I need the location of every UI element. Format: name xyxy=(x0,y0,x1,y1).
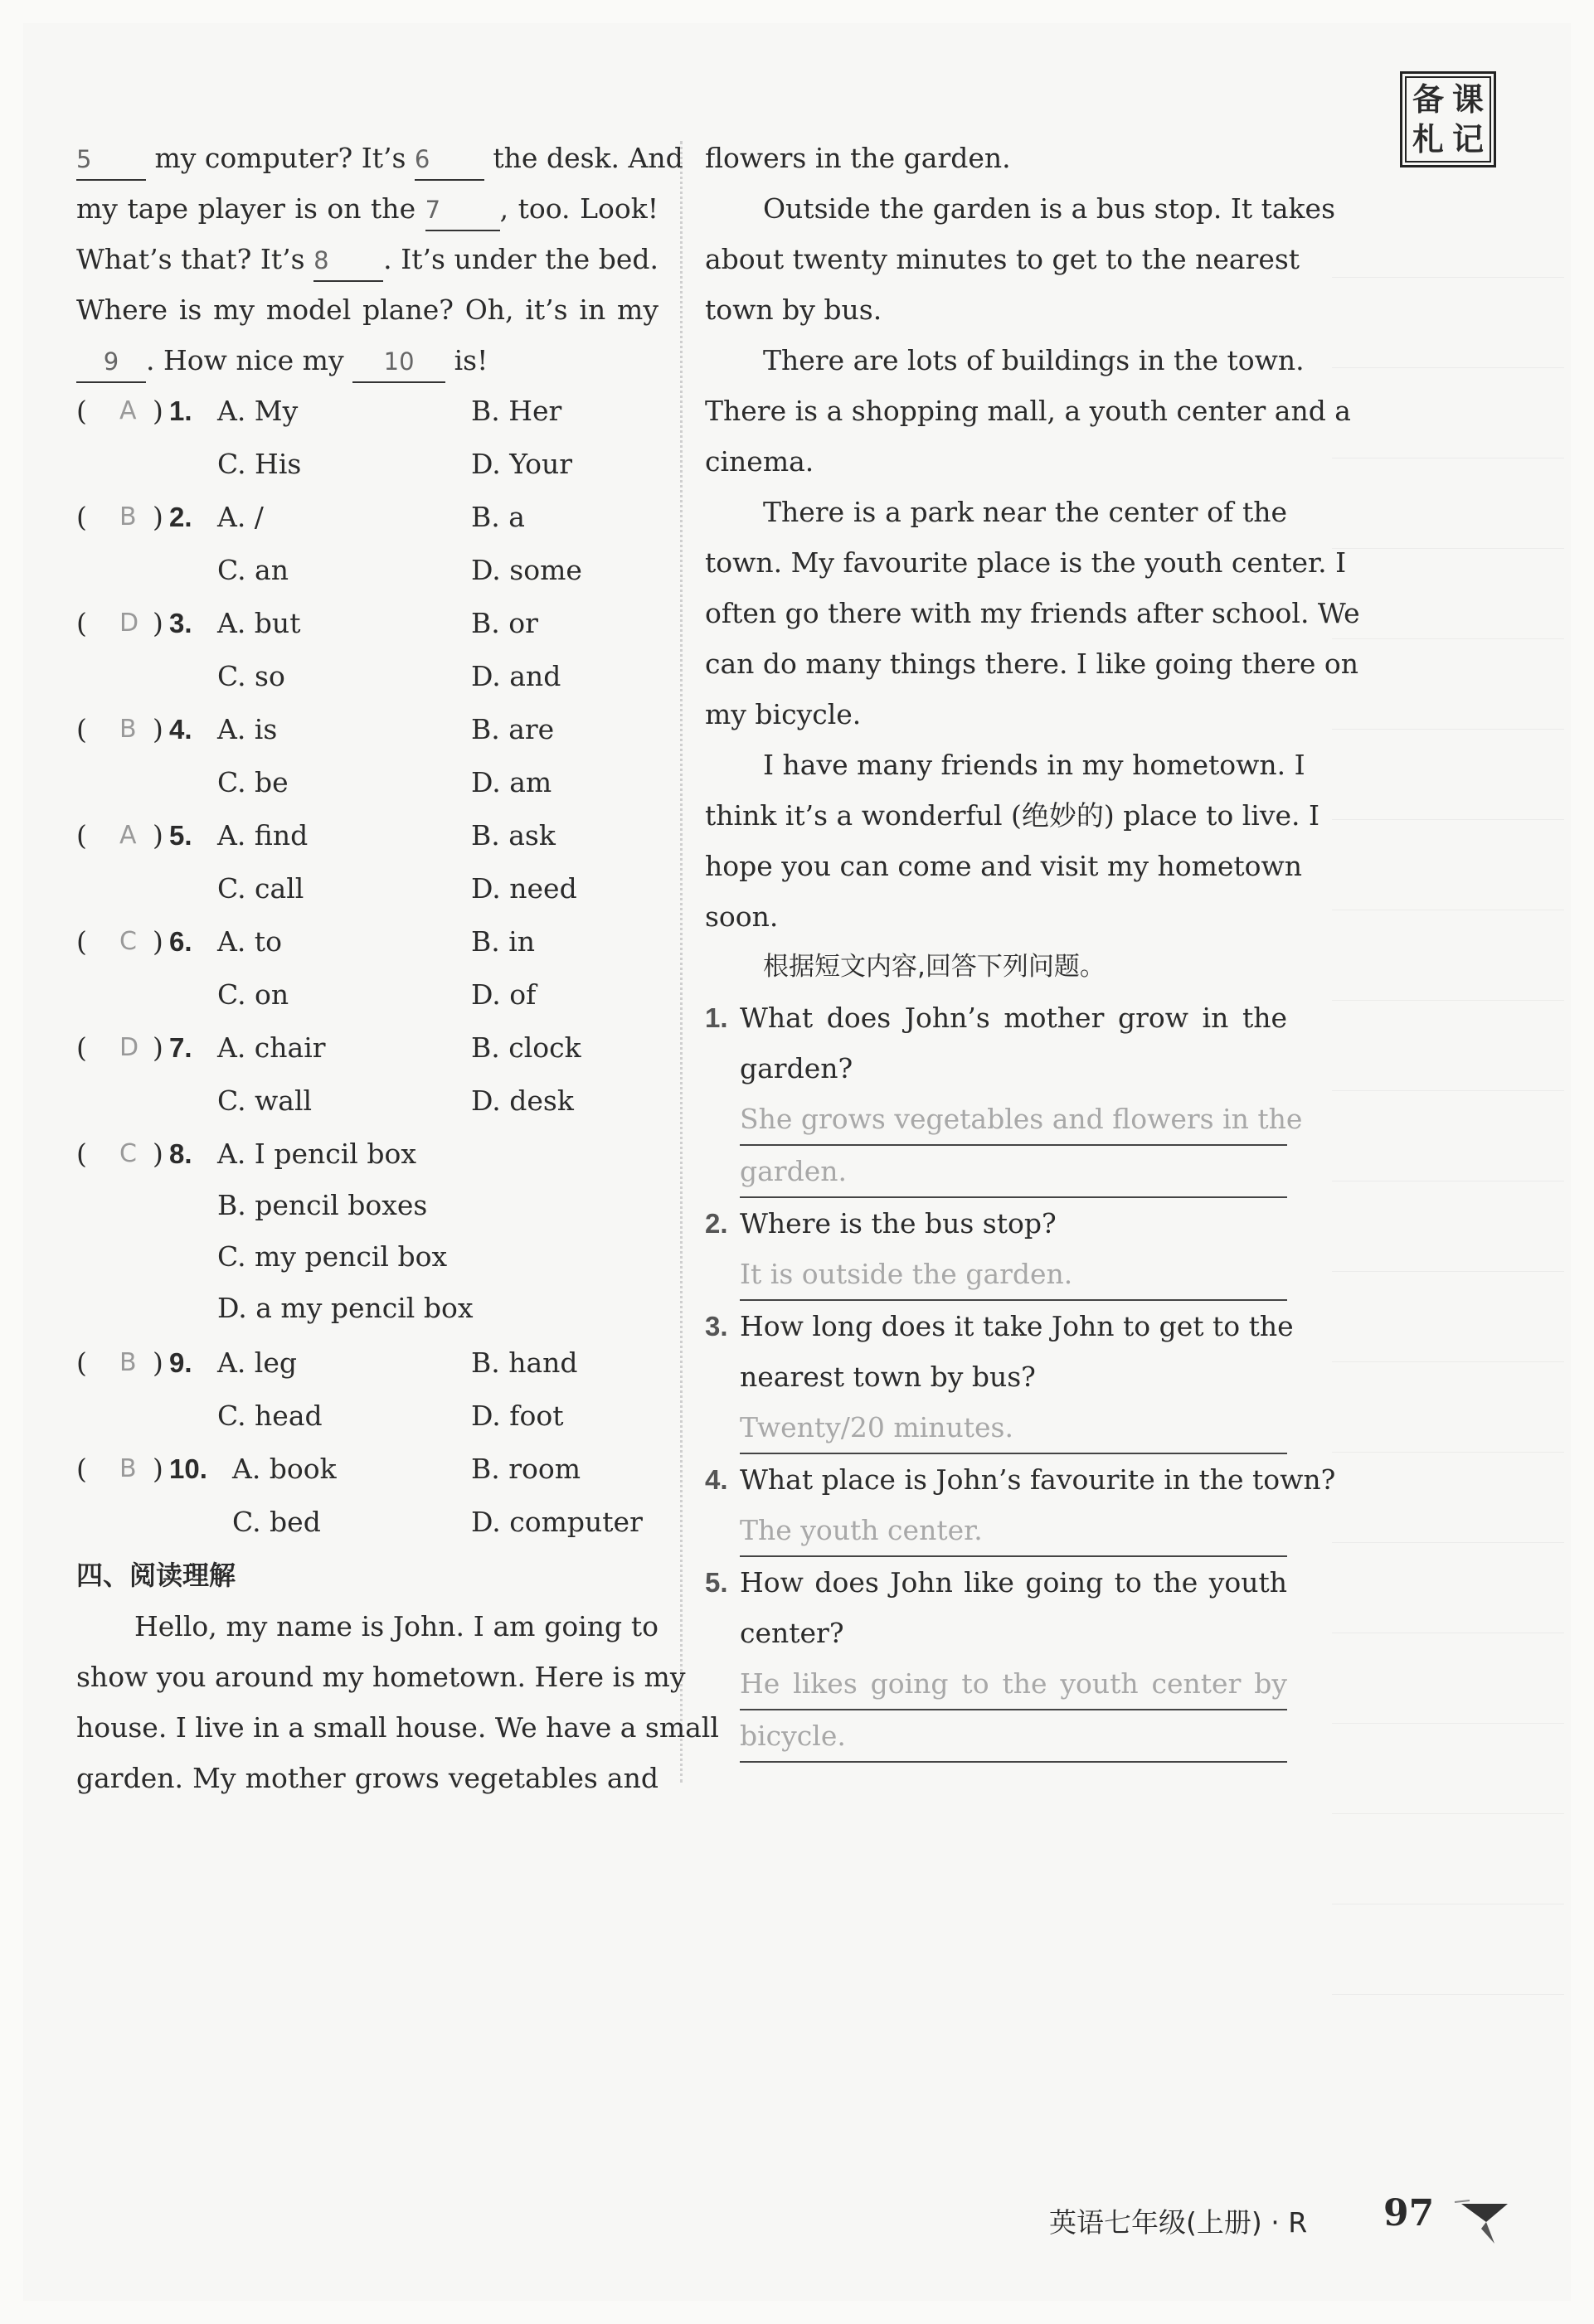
answer-line: garden. xyxy=(740,1146,1287,1198)
option: D. am xyxy=(471,766,552,798)
question-5: ( A ) 5. A. find B. ask C. call D. need xyxy=(76,810,658,916)
answer-mark: A xyxy=(119,396,137,425)
answer-line: He likes going to the youth center by xyxy=(740,1658,1287,1710)
question-8: ( C ) 8. A. I pencil box B. pencil boxes C. my pencil box D. a my pencil box xyxy=(76,1128,658,1337)
question-text: How does John like going to the youth xyxy=(740,1566,1287,1599)
question-text: Where is the bus stop? xyxy=(740,1207,1057,1240)
badge-char: 课 xyxy=(1451,81,1484,118)
notes-ruling-lines xyxy=(1332,187,1564,1995)
option: C. an xyxy=(217,554,289,586)
question-number: 2. xyxy=(705,1208,728,1239)
book-title: 英语七年级(上册) · R xyxy=(1049,2206,1308,2239)
option: A. to xyxy=(217,925,282,958)
passage-line: Where is my model plane? Oh, it’s in my xyxy=(76,294,658,326)
option: A. chair xyxy=(217,1031,326,1064)
question-9: ( B ) 9. A. leg B. hand C. head D. foot xyxy=(76,1337,658,1443)
blank-6: 6 xyxy=(415,139,484,181)
option: A. I pencil box xyxy=(217,1138,416,1170)
option: C. be xyxy=(217,766,289,798)
lesson-notes-badge xyxy=(1400,71,1496,167)
comprehension-question xyxy=(705,1454,1336,1557)
section-title: 四、阅读理解 xyxy=(76,1560,236,1591)
passage-line: 9 . How nice my 10 is! xyxy=(76,335,658,386)
option: D. need xyxy=(471,872,577,905)
option: D. desk xyxy=(471,1084,574,1117)
answer-mark: B xyxy=(119,1454,137,1483)
question-text: center? xyxy=(740,1617,844,1649)
badge-char: 备 xyxy=(1412,81,1444,118)
option: A. find xyxy=(217,819,309,851)
answer-mark: D xyxy=(119,609,139,638)
option: C. on xyxy=(217,978,289,1011)
option: C. wall xyxy=(217,1084,313,1117)
answer-mark: C xyxy=(119,927,137,956)
question-number: 1. xyxy=(705,1002,728,1033)
option: C. His xyxy=(217,448,302,480)
arrow-icon xyxy=(1453,2197,1511,2247)
question-7: ( D ) 7. A. chair B. clock C. wall D. desk xyxy=(76,1022,658,1128)
option: D. and xyxy=(471,660,561,692)
question-4: ( B ) 4. A. is B. are C. be D. am xyxy=(76,704,658,810)
passage-line: flowers in the garden. xyxy=(705,142,1011,174)
answer-mark: B xyxy=(119,502,137,531)
blank-9: 9 xyxy=(76,342,146,383)
column-divider xyxy=(680,141,683,1783)
comprehension-question xyxy=(705,1198,1287,1301)
answer-line: It is outside the garden. xyxy=(740,1249,1287,1301)
option: B. or xyxy=(471,607,538,639)
badge-char: 记 xyxy=(1451,121,1484,158)
option: B. Her xyxy=(471,395,562,427)
option: B. clock xyxy=(471,1031,581,1064)
reading-passage: Hello, my name is John. I am going to show you around my hometown. Here is my house. I live in a small house. We have a small garden. My mother grows vegetables and xyxy=(76,1610,719,1794)
blank-8: 8 xyxy=(313,240,383,282)
blank-5: 5 xyxy=(76,139,146,181)
answer-mark: B xyxy=(119,1348,137,1377)
option: A. but xyxy=(217,607,301,639)
question-2: ( B ) 2. A. / B. a C. an D. some xyxy=(76,492,658,598)
passage-line: my tape player is on the 7 , too. Look! xyxy=(76,183,658,234)
question-3: ( D ) 3. A. but B. or C. so D. and xyxy=(76,598,658,704)
question-text: garden? xyxy=(740,1052,853,1084)
instruction: 根据短文内容,回答下列问题。 xyxy=(763,952,1106,982)
option: D. Your xyxy=(471,448,573,480)
question-1: ( A ) 1. A. My B. Her C. His D. Your xyxy=(76,386,658,492)
option: C. my pencil box xyxy=(217,1240,448,1273)
badge-char: 札 xyxy=(1412,121,1444,158)
option: A. is xyxy=(217,713,278,745)
option: B. ask xyxy=(471,819,556,851)
answer-line: bicycle. xyxy=(740,1710,1287,1763)
option: B. a xyxy=(471,501,525,533)
question-number: 5. xyxy=(705,1567,728,1598)
question-text: What place is John’s favourite in the town? xyxy=(740,1463,1336,1496)
option: B. are xyxy=(471,713,555,745)
blank-10: 10 xyxy=(352,342,445,383)
passage-line: What’s that? It’s 8 . It’s under the bed. xyxy=(76,234,658,284)
passage-line: 5 my computer? It’s 6 the desk. And xyxy=(76,133,658,183)
question-text: nearest town by bus? xyxy=(740,1361,1036,1393)
question-number: 3. xyxy=(705,1311,728,1342)
answer-line: The youth center. xyxy=(740,1505,1287,1557)
answer-mark: B xyxy=(119,715,137,744)
question-number: 4. xyxy=(705,1464,728,1495)
answer-mark: D xyxy=(119,1033,139,1062)
option: C. call xyxy=(217,872,304,905)
option: A. My xyxy=(217,395,299,427)
comprehension-question xyxy=(705,1301,1294,1454)
answer-mark: A xyxy=(119,821,137,850)
option: A. / xyxy=(217,501,264,533)
blank-7: 7 xyxy=(425,190,500,231)
option: B. in xyxy=(471,925,536,958)
question-10: ( B ) 10. A. book B. room C. bed D. computer xyxy=(76,1443,658,1550)
answer-line: She grows vegetables and flowers in the xyxy=(740,1094,1287,1146)
left-column xyxy=(76,133,719,1803)
answer-mark: C xyxy=(119,1139,137,1168)
option: C. so xyxy=(217,660,285,692)
comprehension-question xyxy=(705,1557,1287,1763)
right-text-column: flowers in the garden. Outside the garden is a bus stop. It takes about twenty minutes to get to the nearest town by bus. There are lots of buildings in the town. There is a shopping mall, a youth center and a cinema. There is a park near the center of the town. My favourite place is the youth center. I often go there with my friends after school. We can do many things there. I like going there on my bicycle. I have many friends in my hometown. I think it’s a wonderful (绝妙的) place to live. I hope you can come and visit my hometown soon. 根据短文内容,回答下列问题。 1. What does John’s mother grow in the garden? She grows vegetables and flowers in the garden. 2. Where is the bus stop? It is outside the garden. 3. How long does it take John to get to the nearest town by bus? Twenty/20 minutes. 4. What place is John’s favourite in the town? The youth center. 5. How does John like going to the youth center? He likes going to the youth center by bicycle. xyxy=(705,133,1287,1763)
option: D. of xyxy=(471,978,537,1011)
option: D. some xyxy=(471,554,582,586)
comprehension-question xyxy=(705,992,1303,1198)
option: B. pencil boxes xyxy=(217,1189,428,1221)
page-number: 97 xyxy=(1383,2192,1435,2234)
question-text: How long does it take John to get to the xyxy=(740,1310,1294,1342)
question-6: ( C ) 6. A. to B. in C. on D. of xyxy=(76,916,658,1022)
answer-line: Twenty/20 minutes. xyxy=(740,1402,1287,1454)
option: D. a my pencil box xyxy=(217,1292,474,1324)
question-text: What does John’s mother grow in the xyxy=(740,1002,1287,1034)
